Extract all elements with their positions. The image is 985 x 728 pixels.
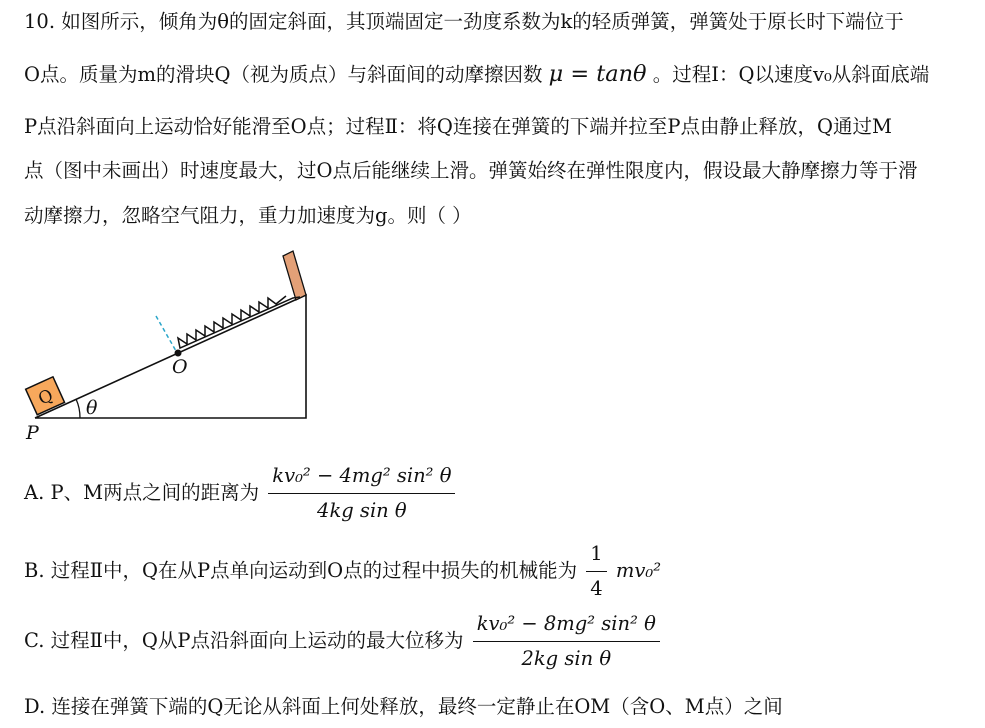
option-A[interactable] [24, 462, 458, 525]
option-B-suffix: mv₀² [615, 559, 662, 582]
question-text-5: 动摩擦力，忽略空气阻力，重力加速度为g。则（ ） [24, 204, 472, 227]
incline-figure [0, 240, 360, 450]
option-B[interactable] [24, 540, 661, 603]
option-A-numerator: kv₀² − 4mg² sin² θ [268, 462, 455, 494]
option-A-denominator: 4kg sin θ [317, 499, 407, 522]
theta-arc [76, 399, 80, 418]
question-text-1: 如图所示，倾角为θ的固定斜面，其顶端固定一劲度系数为k的轻质弹簧，弹簧处于原长时下端位于 [61, 10, 904, 33]
natural-length-dash [156, 316, 176, 351]
wall-plate [283, 251, 306, 300]
question-line-5 [24, 203, 472, 229]
friction-formula: μ = tanθ [548, 61, 647, 87]
option-D[interactable] [24, 694, 783, 720]
option-C[interactable] [24, 610, 663, 673]
question-line-1 [24, 9, 904, 35]
option-C-numerator: kv₀² − 8mg² sin² θ [473, 610, 660, 642]
option-A-prefix: A. P、M两点之间的距离为 [24, 481, 260, 504]
question-text-2b: 。过程Ⅰ：Q以速度v₀从斜面底端 [652, 63, 930, 86]
question-text-2a: O点。质量为m的滑块Q（视为质点）与斜面间的动摩擦因数 [24, 63, 543, 86]
option-B-fraction [586, 540, 606, 603]
option-D-text: D. 连接在弹簧下端的Q无论从斜面上何处释放，最终一定静止在OM（含O、M点）之间 [24, 695, 783, 718]
option-B-numerator: 1 [586, 540, 606, 572]
block-Q [26, 377, 65, 415]
option-B-denominator: 4 [590, 577, 603, 600]
option-C-prefix: C. 过程Ⅱ中，Q从P点沿斜面向上运动的最大位移为 [24, 629, 464, 652]
option-A-fraction [268, 462, 455, 525]
option-C-fraction [473, 610, 660, 673]
label-P: P [26, 422, 39, 444]
question-text-4: 点（图中未画出）时速度最大，过O点后能继续上滑。弹簧始终在弹性限度内，假设最大静摩擦力等于滑 [24, 159, 918, 182]
question-line-2 [24, 61, 929, 88]
question-text-3: P点沿斜面向上运动恰好能滑至O点；过程Ⅱ：将Q连接在弹簧的下端并拉至P点由静止释放，Q通过M [24, 115, 892, 138]
option-C-denominator: 2kg sin θ [521, 647, 612, 670]
label-Q: Q [35, 385, 57, 410]
spring [178, 296, 300, 348]
option-B-prefix: B. 过程Ⅱ中，Q在从P点单向运动到O点的过程中损失的机械能为 [24, 559, 578, 582]
label-theta: θ [86, 397, 98, 419]
question-line-3 [24, 114, 892, 140]
question-number: 10. [24, 10, 56, 33]
label-O: O [172, 356, 188, 378]
question-line-4 [24, 158, 918, 184]
